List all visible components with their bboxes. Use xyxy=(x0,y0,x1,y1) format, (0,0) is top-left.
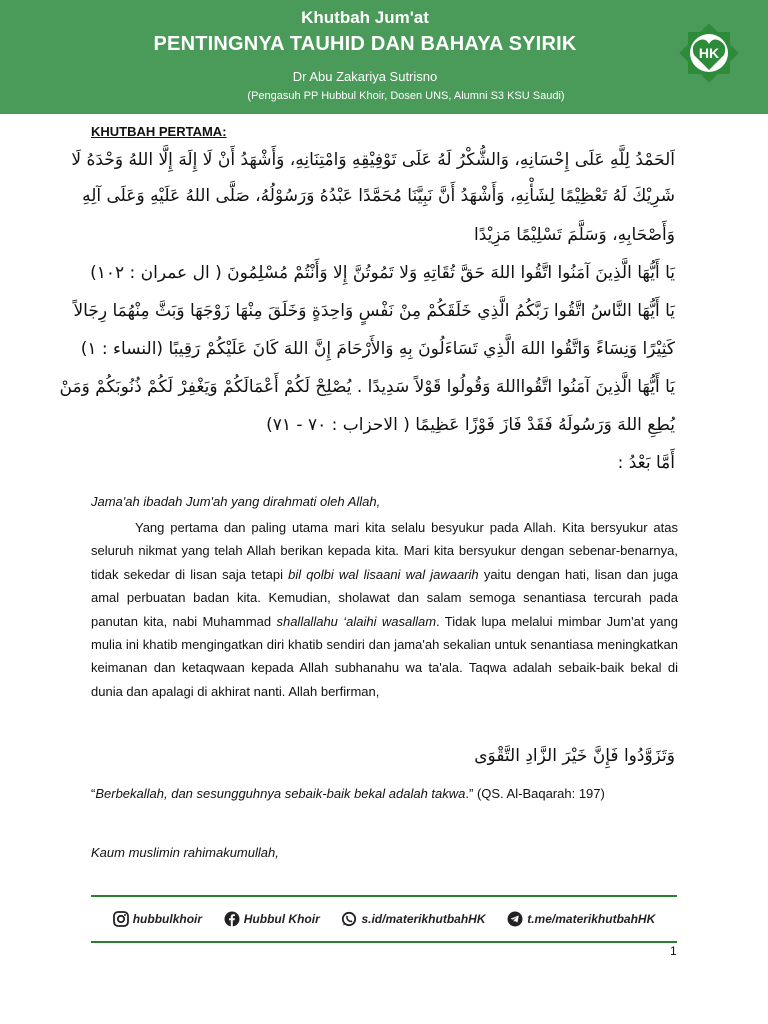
series-title: Khutbah Jum'at xyxy=(301,8,429,27)
page-number: 1 xyxy=(670,944,677,958)
arabic-line: يَا أَيُّهَا النَّاسُ اتَّقُوا رَبَّكُمُ الَّذِي خَلَقَكُمْ مِنْ نَفْسٍ وَاحِدَةٍ وَخَلَقَ مِنْهَا زَوْجَهَا وَبَثَّ مِنْهُمَا رِجَالاً xyxy=(73,301,675,321)
telegram-link-text: t.me/materikhutbahHK xyxy=(527,912,656,926)
facebook-handle: Hubbul Khoir xyxy=(243,912,320,926)
closing-greeting: Kaum muslimin rahimakumullah, xyxy=(91,845,279,860)
facebook-link[interactable] xyxy=(224,911,320,927)
whatsapp-link-text: s.id/materikhutbahHK xyxy=(361,912,486,926)
facebook-icon xyxy=(224,911,240,927)
arabic-line: اَلحَمْدُ لِلَّهِ عَلَى إِحْسَانِهِ، وَالشُّكْرُ لَهُ عَلَى تَوْفِيْقِهِ وَامْتِنَانِهِ، وَأَشْهَدُ أَنْ لَا إِلَهَ إِلَّا اللهُ وَحْدَهُ لَا xyxy=(71,150,675,170)
header-banner xyxy=(0,0,768,114)
para-text: . Tidak lupa melalui mimbar Jum'at yang mulia ini khatib mengingatkan diri khatib sendiri dan jama'ah sekalian untuk senantiasa meningkatkan keimanan dan ketaqwaan kepada Allah subhanahu wa ta'ala. Taqwa adalah sebaik-baik bekal di dunia dan apalagi di akhirat nanti. Allah berfirman, xyxy=(91,613,678,699)
page-title: PENTINGNYA TAUHID DAN BAHAYA SYIRIK xyxy=(153,33,577,55)
para-text: yaitu dengan hati, lisan dan juga amal perbuatan badan kita. Kemudian, sholawat dan salam semoga senantiasa tercurah pada panutan kita, nabi Muhammad xyxy=(91,566,679,629)
author-name: Dr Abu Zakariya Sutrisno xyxy=(292,69,438,84)
para-text: Yang pertama dan paling utama mari kita selalu besyukur pada Allah. Kita bersyukur atas seluruh nikmat yang telah Allah berikan kepada kita. Mari kita bersyukur dengan sebenar-benarnya, tidak sekedar di lisan saja tetapi xyxy=(91,520,678,582)
arabic-line: يَا أَيُّهَا الَّذِينَ آمَنُوا اتَّقُوا اللهَ حَقَّ تُقَاتِهِ وَلا تَمُوتُنَّ إِلا وَأَنْتُمْ مُسْلِمُونَ ( ال عمران : ١٠٢) xyxy=(90,263,675,283)
footer-links xyxy=(91,902,677,936)
quote-open: “ xyxy=(91,786,96,801)
instagram-link[interactable] xyxy=(113,911,202,927)
arabic-line: يَا أَيُّهَا الَّذِينَ آمَنُوا اتَّقُوااللهَ وَقُولُوا قَوْلاً سَدِيدًا . يُصْلِحْ لَكُمْ أَعْمَالَكُمْ وَيَغْفِرْ لَكُمْ ذُنُوبَكُمْ وَمَنْ xyxy=(59,377,675,397)
arabic-line: أَمَّا بَعْدُ : xyxy=(617,453,675,473)
quote-close: .” xyxy=(465,786,474,801)
verse-reference: (QS. Al-Baqarah: 197) xyxy=(473,786,605,801)
para-italic: shallallahu ‘alaihi wasallam xyxy=(276,613,437,629)
author-affiliation: (Pengasuh PP Hubbul Khoir, Dosen UNS, Alumni S3 KSU Saudi) xyxy=(247,90,565,102)
greeting: Jama'ah ibadah Jum'ah yang dirahmati oleh Allah, xyxy=(91,494,381,509)
logo-text: HK xyxy=(698,45,720,61)
verse-arabic: وَتَزَوَّدُوا فَإِنَّ خَيْرَ الزَّادِ التَّقْوَى xyxy=(474,746,675,766)
translation-text: Berbekallah, dan sesungguhnya sebaik-baik bekal adalah takwa xyxy=(95,786,466,801)
arabic-line: وَأَصْحَابِهِ، وَسَلَّمَ تَسْلِيْمًا مَزِيْدًا xyxy=(474,225,675,245)
body-paragraph xyxy=(91,516,678,703)
para-italic: bil qolbi wal lisaani wal jawaarih xyxy=(288,566,479,582)
arabic-line: كَثِيْرًا وَنِسَاءً وَاتَّقُوا اللهَ الَّذِي تَسَاءَلُونَ بِهِ وَالأَرْحَامَ إِنَّ اللهَ كَانَ عَلَيْكُمْ رَقِيبًا (النساء : ١) xyxy=(80,339,675,359)
telegram-icon xyxy=(507,911,523,927)
arabic-line: يُطِعِ اللهَ وَرَسُولَهُ فَقَدْ فَازَ فَوْزًا عَظِيمًا ( الاحزاب : ٧٠ - ٧١) xyxy=(266,415,675,435)
verse-translation xyxy=(91,786,605,801)
hk-logo xyxy=(676,20,742,86)
arabic-line: شَرِيْكَ لَهُ تَعْظِيْمًا لِشَأْنِهِ، وَأَشْهَدُ أَنَّ نَبِيَّنَا مُحَمَّدًا عَبْدُهُ وَرَسُوْلُهُ، صَلَّى اللهُ عَلَيْهِ وَعَلَى آلِهِ xyxy=(82,186,675,206)
section-title: KHUTBAH PERTAMA: xyxy=(91,124,227,139)
telegram-link[interactable] xyxy=(507,911,655,927)
instagram-icon xyxy=(113,911,129,927)
footer-divider-bottom xyxy=(91,941,677,943)
instagram-handle: hubbulkhoir xyxy=(132,912,203,926)
whatsapp-icon xyxy=(341,911,357,927)
footer-divider-top xyxy=(91,895,677,897)
whatsapp-link[interactable] xyxy=(341,911,485,927)
